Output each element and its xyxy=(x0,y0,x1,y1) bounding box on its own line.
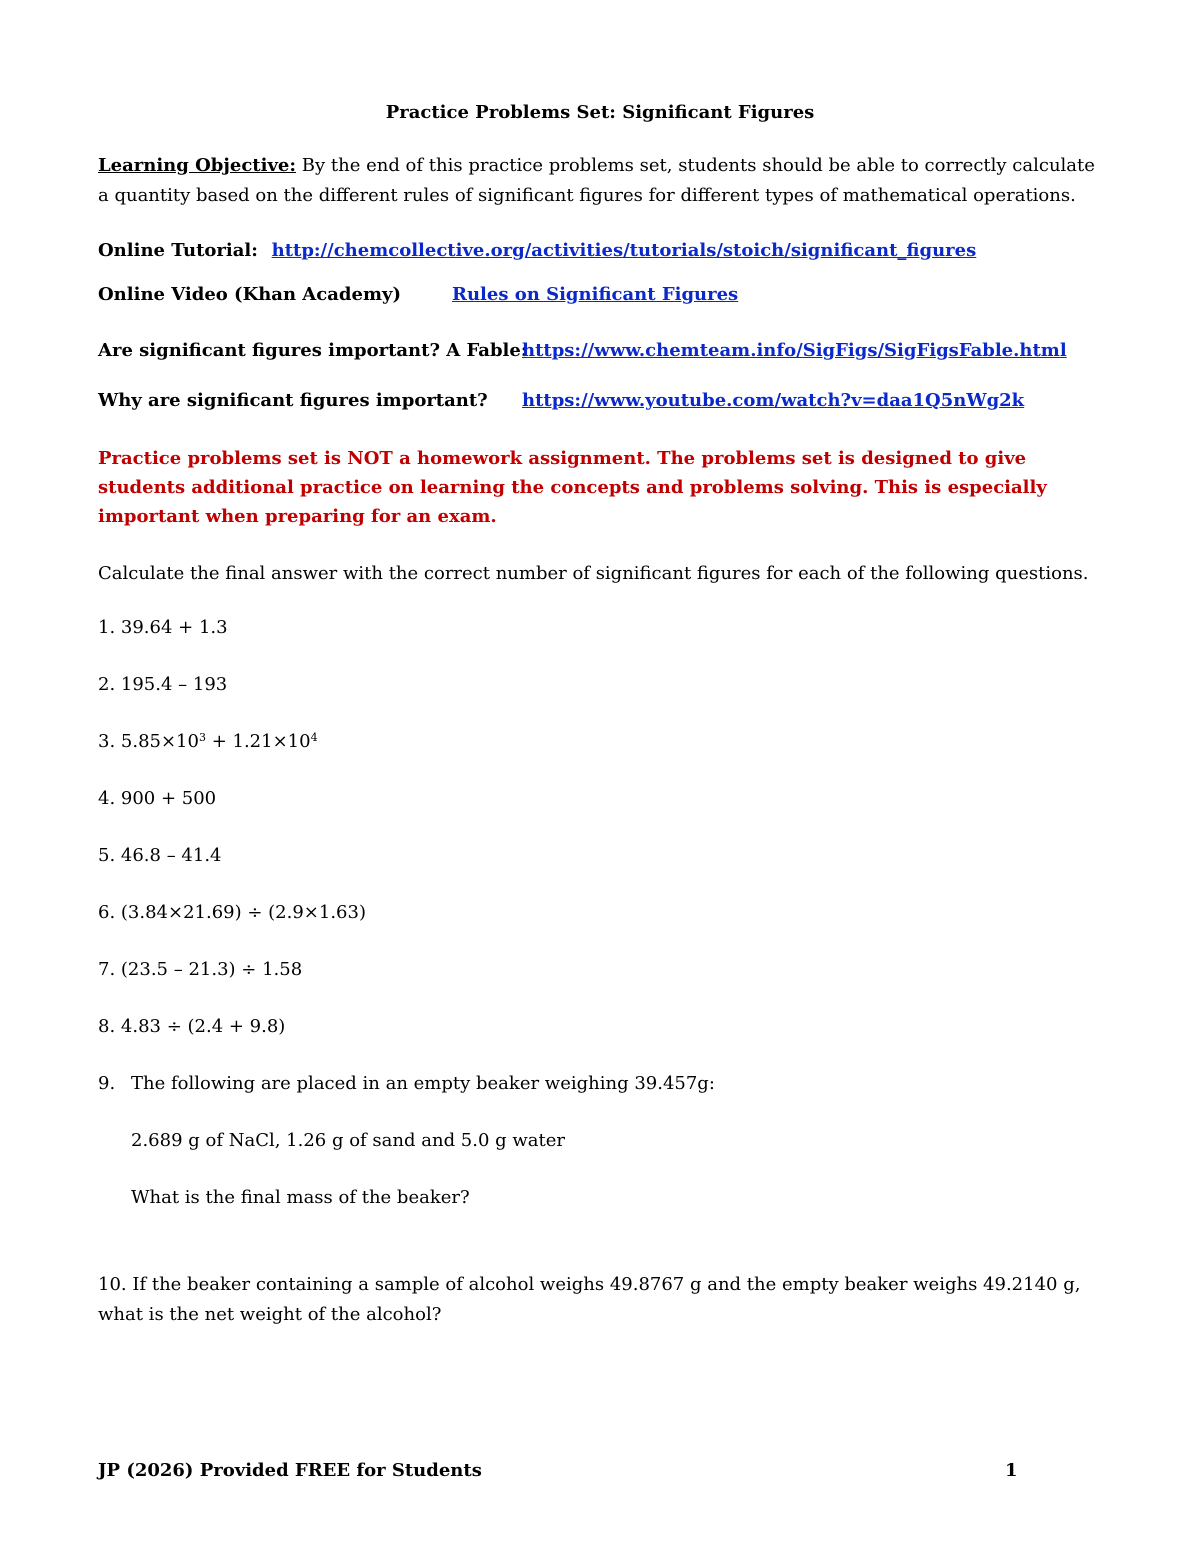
question-3-part-a: 3. 5.85×10 xyxy=(98,731,199,752)
youtube-link[interactable]: https://www.youtube.com/watch?v=daa1Q5nWg2k xyxy=(522,390,1025,411)
objective-label: Learning Objective: xyxy=(98,155,297,176)
video-link[interactable]: Rules on Significant Figures xyxy=(452,284,739,305)
tutorial-link[interactable]: http://chemcollective.org/activities/tutorials/stoich/significant_figures xyxy=(271,240,977,261)
question-4: 4. 900 + 500 xyxy=(98,788,217,809)
importance-label: Why are significant figures important? xyxy=(98,390,488,411)
question-6: 6. (3.84×21.69) ÷ (2.9×1.63) xyxy=(98,902,366,923)
question-9-question: What is the final mass of the beaker? xyxy=(131,1187,470,1208)
resource-tutorial xyxy=(98,240,976,261)
fable-label: Are significant figures important? A Fable: xyxy=(98,340,528,361)
learning-objective xyxy=(98,151,1108,211)
tutorial-label: Online Tutorial: xyxy=(98,240,258,261)
instructions-text: Calculate the final answer with the correct number of significant figures for each of the following questions. xyxy=(98,563,1089,584)
objective-text: By the end of this practice problems set, students should be able to correctly calculate a quantity based on the different rules of significant figures for different types of mathematical operations. xyxy=(98,155,1095,206)
page-number: 1 xyxy=(1005,1460,1018,1481)
footer-credit: JP (2026) Provided FREE for Students xyxy=(98,1460,482,1481)
question-2: 2. 195.4 – 193 xyxy=(98,674,228,695)
question-9-detail: 2.689 g of NaCl, 1.26 g of sand and 5.0 g water xyxy=(131,1130,566,1151)
notice-text: Practice problems set is NOT a homework assignment. The problems set is designed to give students additional practice on learning the concepts and problems solving. This is especially important when preparing for an exam. xyxy=(98,448,1047,527)
question-9-number: 9. xyxy=(98,1073,116,1094)
question-3 xyxy=(98,731,318,752)
question-5: 5. 46.8 – 41.4 xyxy=(98,845,222,866)
question-3-part-b: + 1.21×10 xyxy=(205,731,311,752)
question-1: 1. 39.64 + 1.3 xyxy=(98,617,228,638)
question-10: 10. If the beaker containing a sample of alcohol weighs 49.8767 g and the empty beaker weighs 49.2140 g, what is the net weight of the alcohol? xyxy=(98,1274,1081,1325)
question-3-exponent-2: 4 xyxy=(310,731,318,744)
question-9-text: The following are placed in an empty beaker weighing 39.457g: xyxy=(131,1073,715,1094)
question-3-exponent-1: 3 xyxy=(198,731,206,744)
question-7: 7. (23.5 – 21.3) ÷ 1.58 xyxy=(98,959,303,980)
fable-link[interactable]: https://www.chemteam.info/SigFigs/SigFigsFable.html xyxy=(522,340,1067,361)
video-label: Online Video (Khan Academy) xyxy=(98,284,401,305)
page-title: Practice Problems Set: Significant Figures xyxy=(385,102,815,123)
question-8: 8. 4.83 ÷ (2.4 + 9.8) xyxy=(98,1016,286,1037)
